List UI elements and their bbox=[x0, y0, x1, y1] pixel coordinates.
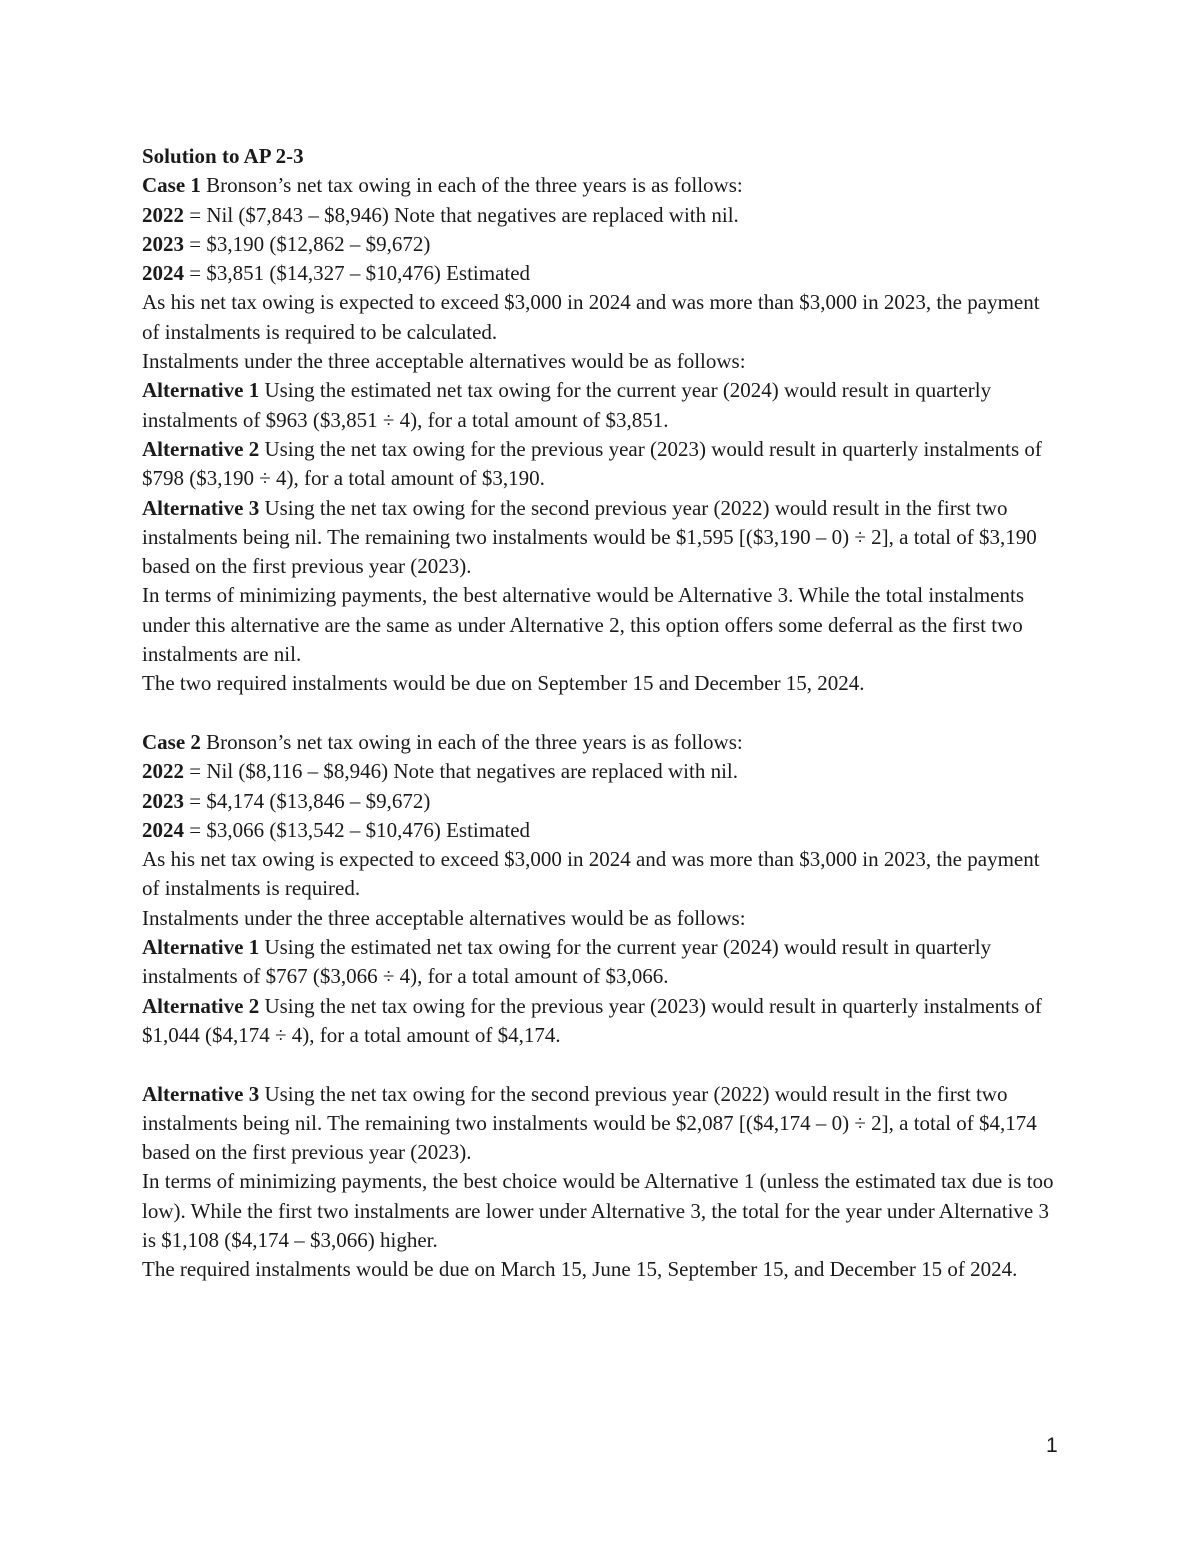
case2-alt3-label: Alternative 3 bbox=[142, 1081, 260, 1106]
document-body bbox=[142, 142, 1062, 1285]
case1-alt1-label: Alternative 1 bbox=[142, 378, 260, 403]
case2-alternative-1 bbox=[142, 933, 1062, 992]
case2-alternative-3 bbox=[142, 1080, 1062, 1168]
case1-alt3-label: Alternative 3 bbox=[142, 495, 260, 520]
case1-2024-label: 2024 bbox=[142, 261, 184, 286]
case2-alt2-label: Alternative 2 bbox=[142, 993, 260, 1018]
case2-paragraph-conclusion: In terms of minimizing payments, the best choice would be Alternative 1 (unless the estimated tax due is too low). While the first two instalments are lower under Alternative 3, the total for the year under Alternative 3 is $1,108 ($4,174 – $3,066) higher. bbox=[142, 1169, 1054, 1252]
case2-year-2023 bbox=[142, 787, 1062, 816]
case2-alternative-2 bbox=[142, 992, 1062, 1051]
paragraph-spacer bbox=[142, 1050, 1062, 1079]
case2-year-2022 bbox=[142, 757, 1062, 786]
case2-paragraph-alternatives-intro: Instalments under the three acceptable alternatives would be as follows: bbox=[142, 905, 746, 930]
case2-alt3-text: Using the net tax owing for the second previous year (2022) would result in the first two instalments being nil. The remaining two instalments would be $2,087 [($4,174 – 0) ÷ 2], a total of $4,174 based on the first previous year (2023). bbox=[142, 1081, 1037, 1165]
case2-2022-label: 2022 bbox=[142, 759, 184, 784]
case1-2022-label: 2022 bbox=[142, 202, 184, 227]
case1-alternative-2 bbox=[142, 435, 1062, 494]
case1-alt2-text: Using the net tax owing for the previous year (2023) would result in quarterly instalments of $798 ($3,190 ÷ 4), for a total amount of $3,190. bbox=[142, 436, 1042, 491]
case1-alt1-text: Using the estimated net tax owing for the current year (2024) would result in quarterly instalments of $963 ($3,851 ÷ 4), for a total amount of $3,851. bbox=[142, 378, 992, 432]
case2-alt1-text: Using the estimated net tax owing for the current year (2024) would result in quarterly instalments of $767 ($3,066 ÷ 4), for a total amount of $3,066. bbox=[142, 935, 992, 989]
case1-year-2022 bbox=[142, 201, 1062, 230]
case2-intro-text: Bronson’s net tax owing in each of the three years is as follows: bbox=[200, 729, 743, 754]
document-title: Solution to AP 2-3 bbox=[142, 144, 304, 168]
page-number: 1 bbox=[1046, 1434, 1058, 1457]
case1-2024-text: = $3,851 ($14,327 – $10,476) Estimated bbox=[184, 261, 531, 286]
case2-2023-label: 2023 bbox=[142, 788, 184, 813]
case2-intro bbox=[142, 728, 1062, 757]
case2-alt2-text: Using the net tax owing for the previous year (2023) would result in quarterly instalments of $1,044 ($4,174 ÷ 4), for a total amount of $4,174. bbox=[142, 993, 1042, 1047]
case2-2023-text: = $4,174 ($13,846 – $9,672) bbox=[184, 788, 431, 813]
case1-year-2023 bbox=[142, 230, 1062, 259]
case2-2024-text: = $3,066 ($13,542 – $10,476) Estimated bbox=[184, 817, 531, 842]
case1-2023-label: 2023 bbox=[142, 231, 184, 256]
case1-intro-text: Bronson’s net tax owing in each of the three years is as follows: bbox=[200, 173, 743, 198]
case2-label: Case 2 bbox=[142, 729, 201, 754]
case1-2022-text: = Nil ($7,843 – $8,946) Note that negatives are replaced with nil. bbox=[184, 202, 739, 227]
case2-paragraph-due-dates: The required instalments would be due on March 15, June 15, September 15, and December 15 of 2024. bbox=[142, 1257, 1018, 1282]
case1-2023-text: = $3,190 ($12,862 – $9,672) bbox=[184, 231, 431, 256]
case1-paragraph-due-dates: The two required instalments would be due on September 15 and December 15, 2024. bbox=[142, 671, 865, 696]
case1-alternative-3 bbox=[142, 494, 1062, 582]
case2-year-2024 bbox=[142, 816, 1062, 845]
case2-2022-text: = Nil ($8,116 – $8,946) Note that negatives are replaced with nil. bbox=[184, 759, 738, 784]
section-spacer bbox=[142, 699, 1062, 728]
case2-2024-label: 2024 bbox=[142, 817, 184, 842]
case1-year-2024 bbox=[142, 259, 1062, 288]
case1-paragraph-conclusion: In terms of minimizing payments, the best alternative would be Alternative 3. While the total instalments under this alternative are the same as under Alternative 2, this option offers some deferral as the first two instalments are nil. bbox=[142, 583, 1024, 667]
case1-alternative-1 bbox=[142, 376, 1062, 435]
case2-paragraph-requirement: As his net tax owing is expected to exceed $3,000 in 2024 and was more than $3,000 in 2023, the payment of instalments is required. bbox=[142, 847, 1040, 901]
case1-alt2-label: Alternative 2 bbox=[142, 436, 260, 461]
case1-paragraph-alternatives-intro: Instalments under the three acceptable alternatives would be as follows: bbox=[142, 349, 746, 374]
case2-alt1-label: Alternative 1 bbox=[142, 935, 260, 960]
case1-paragraph-requirement: As his net tax owing is expected to exceed $3,000 in 2024 and was more than $3,000 in 2023, the payment of instalments is required to be calculated. bbox=[142, 290, 1040, 344]
case1-intro bbox=[142, 171, 1062, 200]
case1-label: Case 1 bbox=[142, 173, 201, 198]
case1-alt3-text: Using the net tax owing for the second previous year (2022) would result in the first two instalments being nil. The remaining two instalments would be $1,595 [($3,190 – 0) ÷ 2], a total of $3,190 based on the first previous year (2023). bbox=[142, 495, 1037, 579]
